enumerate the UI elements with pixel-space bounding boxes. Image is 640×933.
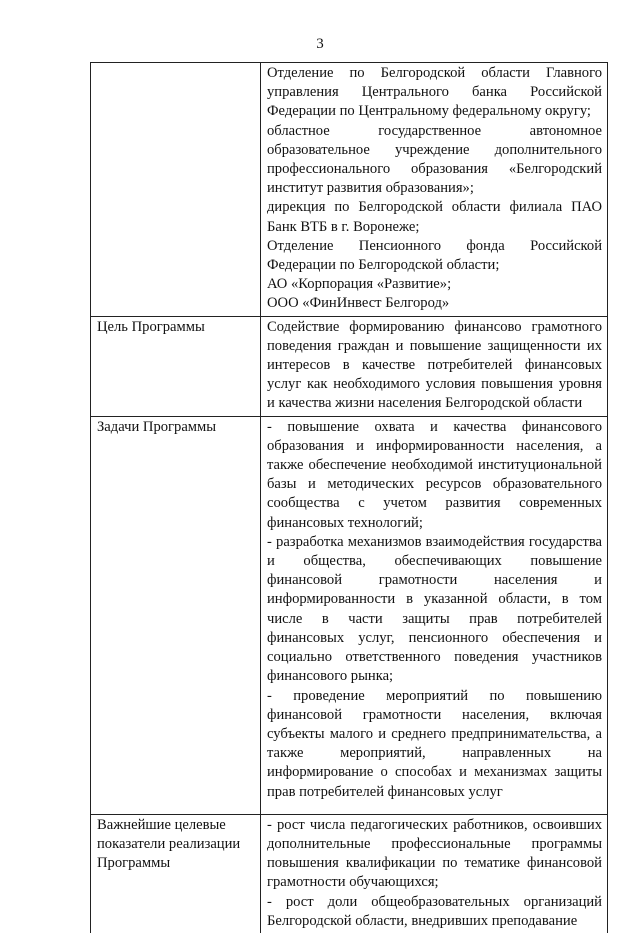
list-item: АО «Корпорация «Развитие»;: [267, 276, 452, 293]
tasks-cell: [261, 416, 608, 814]
participants-cell: [261, 63, 608, 317]
indicators-cell: [261, 814, 608, 933]
row-label-empty: [91, 63, 261, 317]
list-item: - разработка механизмов взаимодействия государства и общества, обеспечивающих повышение финансовой грамотности населения и информированности в указанной области, в том числе в части защиты прав потребителей финансовых услуг, пенсионного обеспечения и социально ответственного поведения участников финансового рынка;: [267, 533, 602, 685]
list-item: Содействие формированию финансово грамотного поведения граждан и повышение защищенности их интересов в качестве потребителей финансовых услуг как необходимого условия повышения уровня и качества жизни населения Белгородской области: [267, 318, 602, 412]
table-row: [91, 63, 608, 317]
spacer: [267, 802, 602, 812]
row-label-goal: Цель Программы: [91, 316, 261, 416]
row-label-tasks: Задачи Программы: [91, 416, 261, 814]
list-item: - рост доли общеобразовательных организаций Белгородской области, внедривших преподавание: [267, 893, 602, 929]
program-passport-table: [90, 62, 608, 933]
list-item: Отделение по Белгородской области Главного управления Центрального банка Российской Федерации по Центральному федеральному округу;: [267, 65, 602, 120]
table-row: [91, 814, 608, 933]
list-item: - проведение мероприятий по повышению финансовой грамотности населения, включая субъекты малого и среднего предпринимательства, а также мероприятий, направленных на информирование о способах и механизмах защиты прав потребителей финансовых услуг: [267, 687, 602, 800]
list-item: областное государственное автономное образовательное учреждение дополнительного профессионального образования «Белгородский институт развития образования»;: [267, 122, 602, 197]
list-item: - рост числа педагогических работников, освоивших дополнительные профессиональные программы повышения квалификации по тематике финансовой грамотности обучающихся;: [267, 816, 602, 891]
list-item: ООО «ФинИнвест Белгород»: [267, 295, 450, 312]
table-row: [91, 416, 608, 814]
page-number: 3: [316, 36, 324, 52]
goal-cell: [261, 316, 608, 416]
row-label-indicators: Важнейшие целевые показатели реализации Программы: [91, 814, 261, 933]
list-item: - повышение охвата и качества финансового образования и информированности населения, а также обеспечение необходимой институциональной базы и методических ресурсов образовательного сообщества с учетом развития современных финансовых технологий;: [267, 418, 602, 531]
list-item: дирекция по Белгородской области филиала ПАО Банк ВТБ в г. Воронеже;: [267, 199, 602, 235]
table-row: [91, 316, 608, 416]
list-item: Отделение Пенсионного фонда Российской Федерации по Белгородской области;: [267, 237, 602, 274]
